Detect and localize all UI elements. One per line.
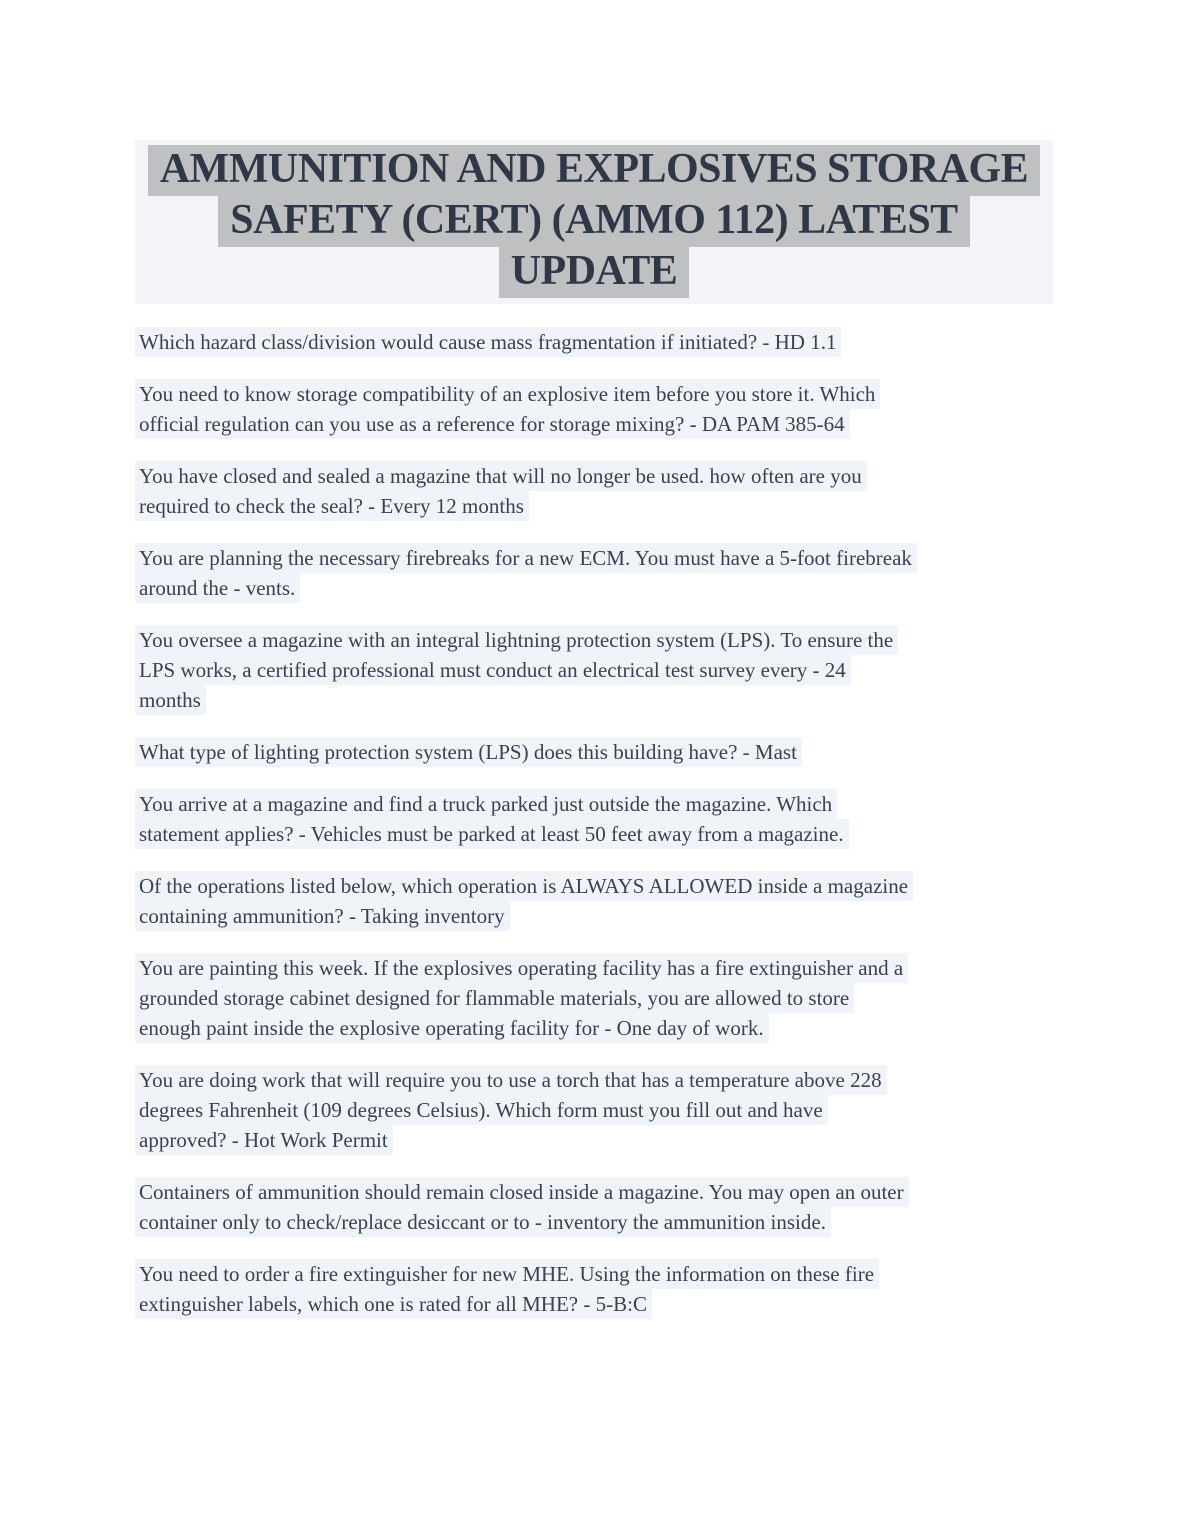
document-title-box (135, 140, 1053, 304)
qa-paragraph (135, 953, 1053, 1043)
qa-paragraph (135, 327, 1053, 357)
qa-paragraph (135, 1259, 1053, 1319)
title-line (135, 145, 1053, 196)
qa-line: Which hazard class/division would cause mass fragmentation if initiated? - HD 1.1 (135, 327, 841, 357)
qa-paragraph (135, 461, 1053, 521)
qa-paragraph (135, 625, 1053, 715)
qa-line: You have closed and sealed a magazine that will no longer be used. how often are you (135, 461, 867, 491)
qa-paragraph (135, 789, 1053, 849)
qa-paragraph (135, 1177, 1053, 1237)
qa-line: required to check the seal? - Every 12 months (135, 491, 529, 521)
qa-line: You oversee a magazine with an integral lightning protection system (LPS). To ensure the (135, 625, 898, 655)
qa-line: official regulation can you use as a reference for storage mixing? - DA PAM 385-64 (135, 409, 850, 439)
qa-line: You are painting this week. If the explosives operating facility has a fire extinguisher and a (135, 953, 908, 983)
title-line-text: UPDATE (499, 247, 690, 298)
qa-line: You need to order a fire extinguisher for new MHE. Using the information on these fire (135, 1259, 879, 1289)
qa-line: LPS works, a certified professional must conduct an electrical test survey every - 24 (135, 655, 851, 685)
qa-line: approved? - Hot Work Permit (135, 1125, 393, 1155)
qa-paragraph (135, 871, 1053, 931)
qa-line: You are doing work that will require you to use a torch that has a temperature above 228 (135, 1065, 887, 1095)
qa-paragraph (135, 379, 1053, 439)
qa-line: months (135, 685, 206, 715)
qa-line: container only to check/replace desiccant or to - inventory the ammunition inside. (135, 1207, 831, 1237)
qa-line: extinguisher labels, which one is rated for all MHE? - 5-B:C (135, 1289, 652, 1319)
qa-line: You need to know storage compatibility of an explosive item before you store it. Which (135, 379, 880, 409)
qa-line: Of the operations listed below, which operation is ALWAYS ALLOWED inside a magazine (135, 871, 913, 901)
title-line-text: AMMUNITION AND EXPLOSIVES STORAGE (148, 145, 1040, 196)
qa-line: statement applies? - Vehicles must be parked at least 50 feet away from a magazine. (135, 819, 849, 849)
qa-paragraph (135, 1065, 1053, 1155)
title-line (135, 247, 1053, 298)
qa-paragraph (135, 543, 1053, 603)
title-line-text: SAFETY (CERT) (AMMO 112) LATEST (218, 196, 969, 247)
qa-line: containing ammunition? - Taking inventory (135, 901, 510, 931)
qa-line: grounded storage cabinet designed for flammable materials, you are allowed to store (135, 983, 854, 1013)
qa-line: enough paint inside the explosive operating facility for - One day of work. (135, 1013, 769, 1043)
qa-line: degrees Fahrenheit (109 degrees Celsius). Which form must you fill out and have (135, 1095, 828, 1125)
qa-line: You arrive at a magazine and find a truck parked just outside the magazine. Which (135, 789, 837, 819)
qa-list (135, 327, 1053, 1319)
title-line (135, 196, 1053, 247)
qa-line: What type of lighting protection system (LPS) does this building have? - Mast (135, 737, 802, 767)
qa-line: around the - vents. (135, 573, 300, 603)
page-content (135, 140, 1053, 1341)
qa-line: You are planning the necessary firebreaks for a new ECM. You must have a 5-foot firebreak (135, 543, 917, 573)
qa-line: Containers of ammunition should remain closed inside a magazine. You may open an outer (135, 1177, 909, 1207)
qa-paragraph (135, 737, 1053, 767)
